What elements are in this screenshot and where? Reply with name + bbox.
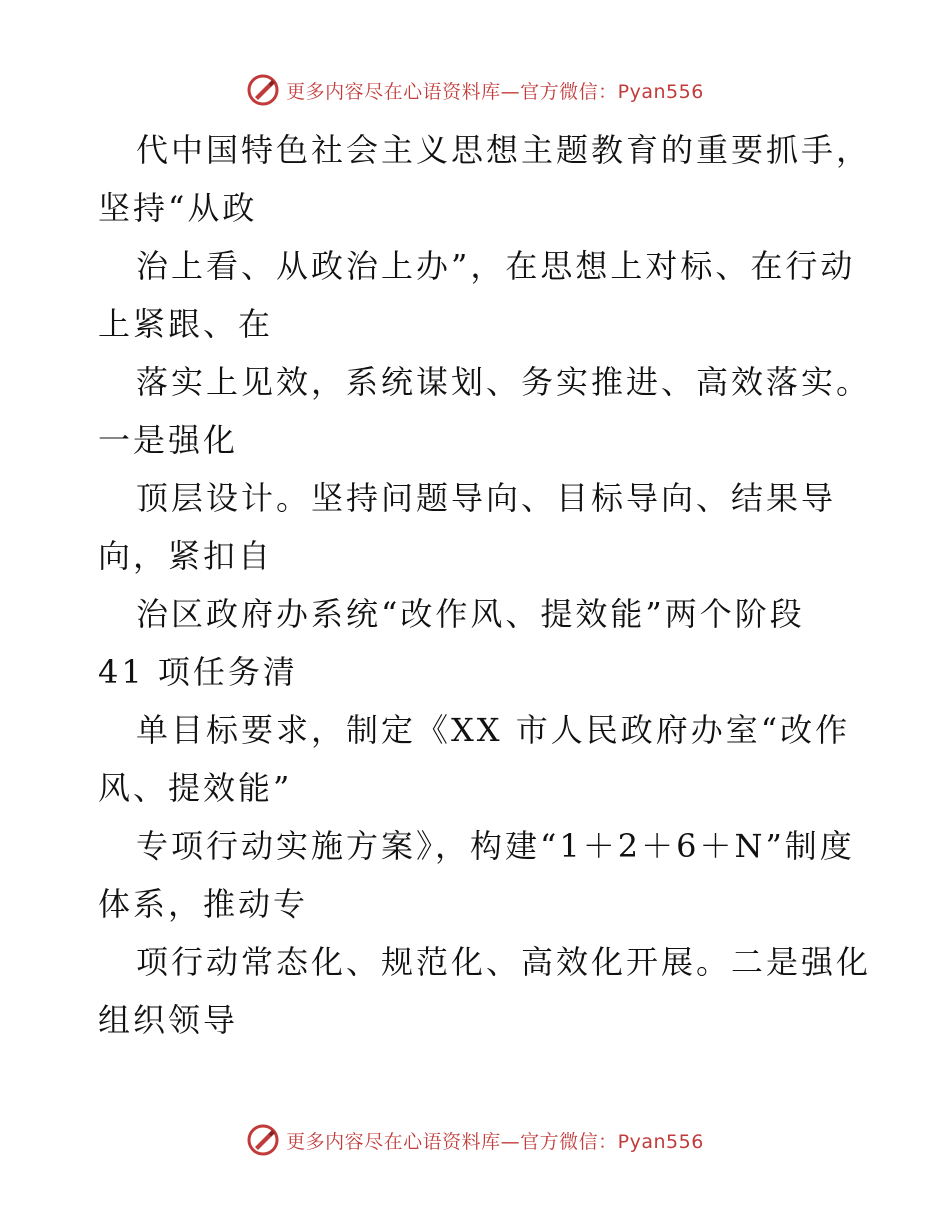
body-line: 项行动常态化、规范化、高效化开展。二是强化 (136, 943, 872, 981)
seal-pen-logo-icon (246, 1123, 280, 1157)
footer-banner (0, 1120, 950, 1160)
body-line: 治上看、从政治上办”，在思想上对标、在行动 (136, 247, 856, 285)
body-line: 41 项任务清 (98, 653, 298, 691)
header-banner (0, 70, 950, 110)
body-line: 组织领导 (98, 1001, 239, 1039)
body-line: 代中国特色社会主义思想主题教育的重要抓手， (136, 131, 872, 169)
body-line: 顶层设计。坚持问题导向、目标导向、结果导 (136, 479, 837, 517)
seal-pen-logo-icon (246, 73, 280, 107)
body-line: 单目标要求，制定《XX 市人民政府办室“改作 (136, 711, 851, 749)
body-line: 上紧跟、在 (98, 305, 274, 343)
body-line: 一是强化 (98, 421, 239, 459)
body-line: 体系，推动专 (98, 885, 309, 923)
body-line: 坚持“从政 (98, 189, 258, 227)
body-line: 治区政府办系统“改作风、提效能”两个阶段 (136, 595, 805, 633)
body-line: 专项行动实施方案》，构建“1＋2＋6＋N”制度 (136, 827, 855, 865)
body-line: 向，紧扣自 (98, 537, 274, 575)
footer-banner-text: 更多内容尽在心语资料库—官方微信：Pyan556 (286, 1130, 704, 1153)
body-line: 落实上见效，系统谋划、务实推进、高效落实。 (136, 363, 872, 401)
document-body (98, 121, 872, 1049)
header-banner-text: 更多内容尽在心语资料库—官方微信：Pyan556 (286, 80, 704, 103)
body-line: 风、提效能” (98, 769, 293, 807)
